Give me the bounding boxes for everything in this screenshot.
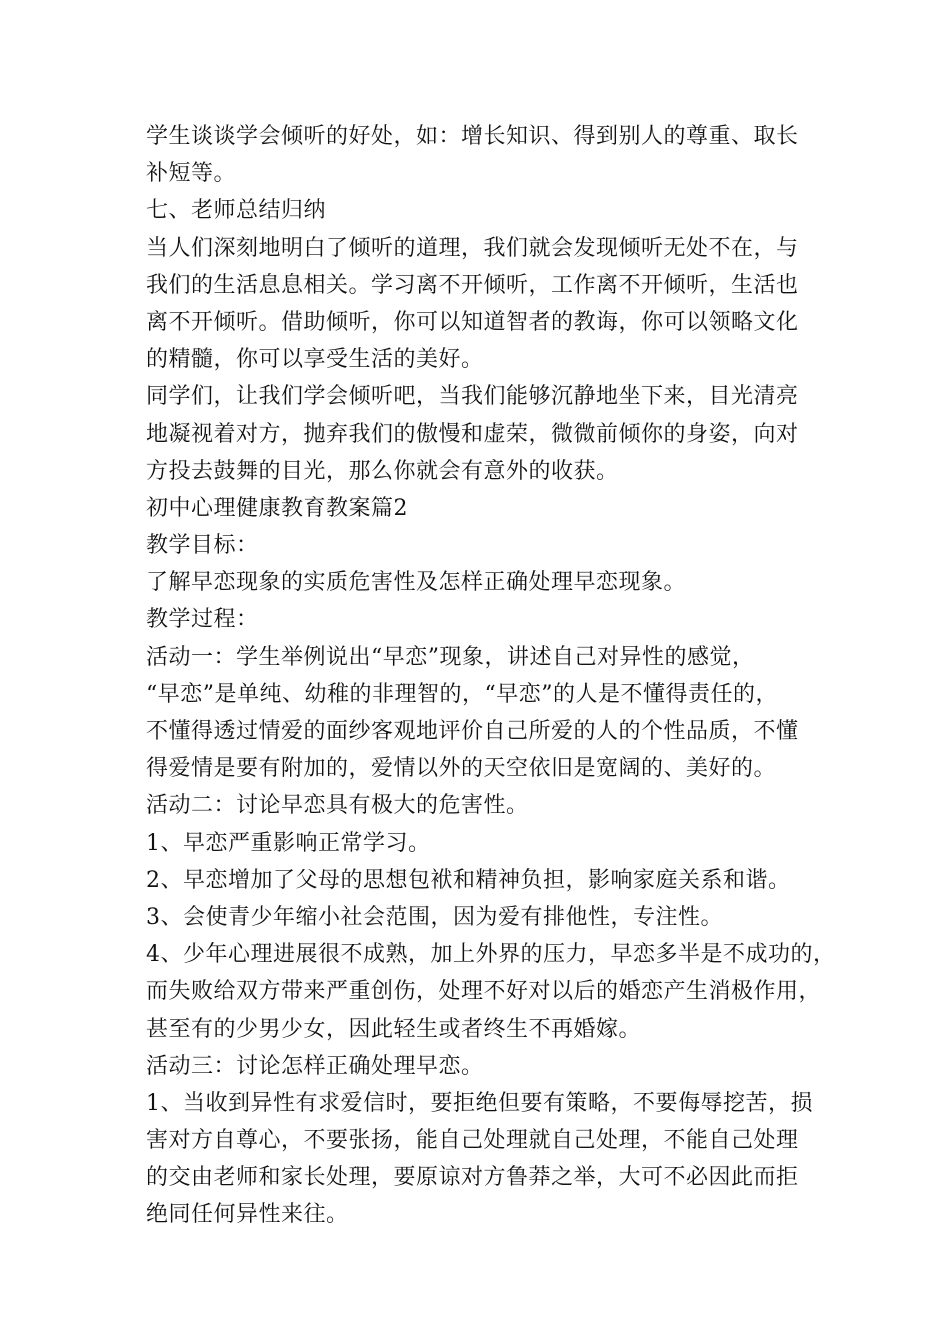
text-line: 地凝视着对方，抛弃我们的傲慢和虚荣，微微前倾你的身姿，向对 [146,421,799,447]
text-line: 而失败给双方带来严重创伤，处理不好对以后的婚恋产生消极作用， [146,979,822,1005]
text-line: 不懂得透过情爱的面纱客观地评价自己所爱的人的个性品质，不懂 [146,719,799,744]
text-line: 离不开倾听。借助倾听，你可以知道智者的教诲，你可以领略文化 [146,309,799,335]
document-body [146,118,836,1234]
list-item: 2、早恋增加了父母的思想包袱和精神负担，影响家庭关系和谐。 [146,867,791,893]
section-heading: 教学目标： [146,533,259,559]
document-title: 初中心理健康教育教案篇2 [146,495,408,521]
text-line: 方投去鼓舞的目光，那么你就会有意外的收获。 [146,458,619,484]
text-line: 活动二：讨论早恋具有极大的危害性。 [146,793,529,819]
text-line: 补短等。 [146,161,237,187]
text-line: 活动三：讨论怎样正确处理早恋。 [146,1053,484,1079]
list-item: 3、会使青少年缩小社会范围，因为爱有排他性，专注性。 [146,904,723,930]
list-item: 1、当收到异性有求爱信时，要拒绝但要有策略，不要侮辱挖苦，损 [146,1090,813,1116]
text-line: 活动一：学生举例说出“早恋”现象，讲述自己对异性的感觉， [146,644,755,670]
text-line: 害对方自尊心，不要张扬，能自己处理就自己处理，不能自己处理 [146,1128,799,1154]
section-heading: 七、老师总结归纳 [146,198,327,224]
text-line: “早恋”是单纯、幼稚的非理智的，“早恋”的人是不懂得责任的， [146,681,778,707]
text-line: 我们的生活息息相关。学习离不开倾听，工作离不开倾听，生活也 [146,272,799,298]
list-item: 1、早恋严重影响正常学习。 [146,830,431,856]
text-line: 同学们，让我们学会倾听吧，当我们能够沉静地坐下来，目光清亮 [146,384,799,410]
text-line: 的精髓，你可以享受生活的美好。 [146,347,484,373]
text-line: 甚至有的少男少女，因此轻生或者终生不再婚嫁。 [146,1016,642,1042]
text-line: 的交由老师和家长处理，要原谅对方鲁莽之举，大可不必因此而拒 [146,1165,799,1191]
section-heading: 教学过程： [146,607,259,633]
list-item: 4、少年心理进展很不成熟，加上外界的压力，早恋多半是不成功的， [146,942,836,968]
text-line: 了解早恋现象的实质危害性及怎样正确处理早恋现象。 [146,570,687,596]
text-line: 得爱情是要有附加的，爱情以外的天空依旧是宽阔的、美好的。 [146,756,777,782]
text-line: 学生谈谈学会倾听的好处，如：增长知识、得到别人的尊重、取长 [146,124,799,149]
text-line: 当人们深刻地明白了倾听的道理，我们就会发现倾听无处不在，与 [146,235,799,261]
text-line: 绝同任何异性来往。 [146,1202,349,1228]
